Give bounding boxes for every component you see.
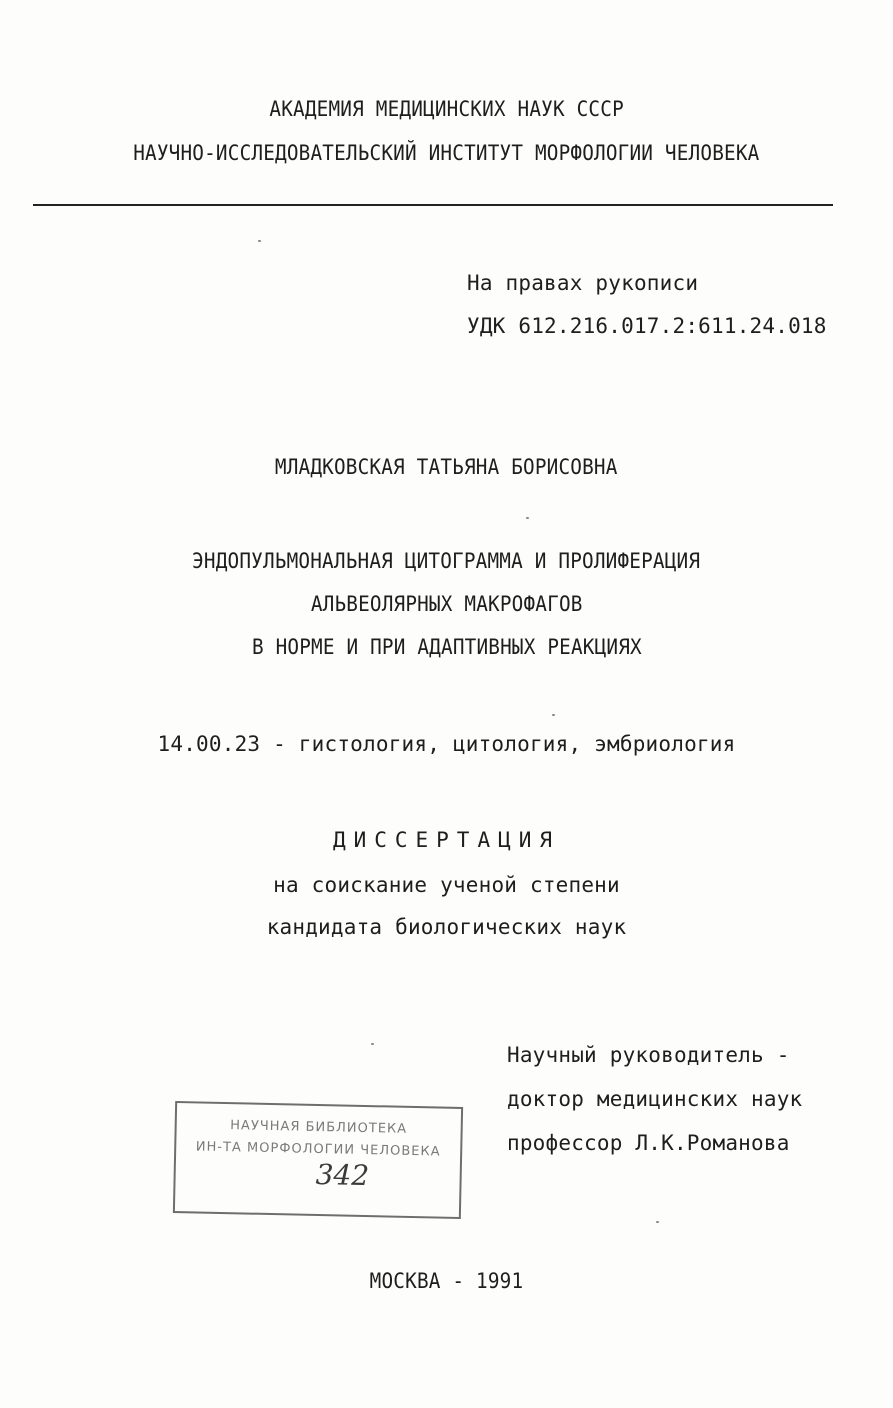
- academy-name: [0, 96, 893, 122]
- paper-speck: [552, 714, 555, 716]
- paper-speck: [656, 1221, 659, 1223]
- paper-speck: [526, 517, 529, 519]
- thesis-title-line-3-text: В НОРМЕ И ПРИ АДАПТИВНЫХ РЕАКЦИЯХ: [251, 635, 642, 659]
- library-stamp: [173, 1101, 463, 1219]
- city-year: [0, 1268, 893, 1294]
- city-year-text: МОСКВА - 1991: [369, 1269, 524, 1293]
- paper-speck: [371, 1043, 374, 1045]
- thesis-title-line-1: [0, 548, 893, 574]
- degree-line-2: кандидата биологических наук: [266, 915, 627, 939]
- stamp-row-2: ИН-ТА МОРФОЛОГИИ ЧЕЛОВЕКА: [195, 1139, 441, 1160]
- dissertation-heading: ДИССЕРТАЦИЯ: [332, 828, 561, 852]
- academy-name-text: АКАДЕМИЯ МЕДИЦИНСКИХ НАУК СССР: [269, 97, 624, 121]
- institute-name-text: НАУЧНО-ИССЛЕДОВАТЕЛЬСКИЙ ИНСТИТУТ МОРФОЛОГИИ ЧЕЛОВЕКА: [133, 141, 760, 165]
- supervisor-line-3: профессор Л.К.Романова: [507, 1131, 790, 1155]
- thesis-title-line-3: [0, 634, 893, 660]
- institute-name: [0, 140, 893, 166]
- manuscript-rights: На правах рукописи: [467, 271, 699, 295]
- thesis-title-line-2: [0, 591, 893, 617]
- thesis-title-line-2-text: АЛЬВЕОЛЯРНЫХ МАКРОФАГОВ: [310, 592, 583, 616]
- header-divider: [33, 204, 833, 206]
- supervisor-line-1: Научный руководитель -: [507, 1043, 790, 1067]
- author-name: [0, 454, 893, 480]
- specialty-code: 14.00.23 - гистология, цитология, эмбриология: [157, 732, 736, 756]
- udc-code: УДК 612.216.017.2:611.24.018: [467, 314, 827, 338]
- author-name-text: МЛАДКОВСКАЯ ТАТЬЯНА БОРИСОВНА: [275, 455, 618, 479]
- thesis-title-line-1-text: ЭНДОПУЛЬМОНАЛЬНАЯ ЦИТОГРАММА И ПРОЛИФЕРАЦИЯ: [192, 549, 701, 573]
- degree-line-1: на соискание ученой степени: [273, 873, 620, 897]
- paper-speck: [258, 240, 261, 242]
- stamp-handwritten-number: 342: [315, 1157, 370, 1193]
- stamp-row-1: НАУЧНАЯ БИБЛИОТЕКА: [230, 1118, 408, 1137]
- supervisor-line-2: доктор медицинских наук: [507, 1087, 803, 1111]
